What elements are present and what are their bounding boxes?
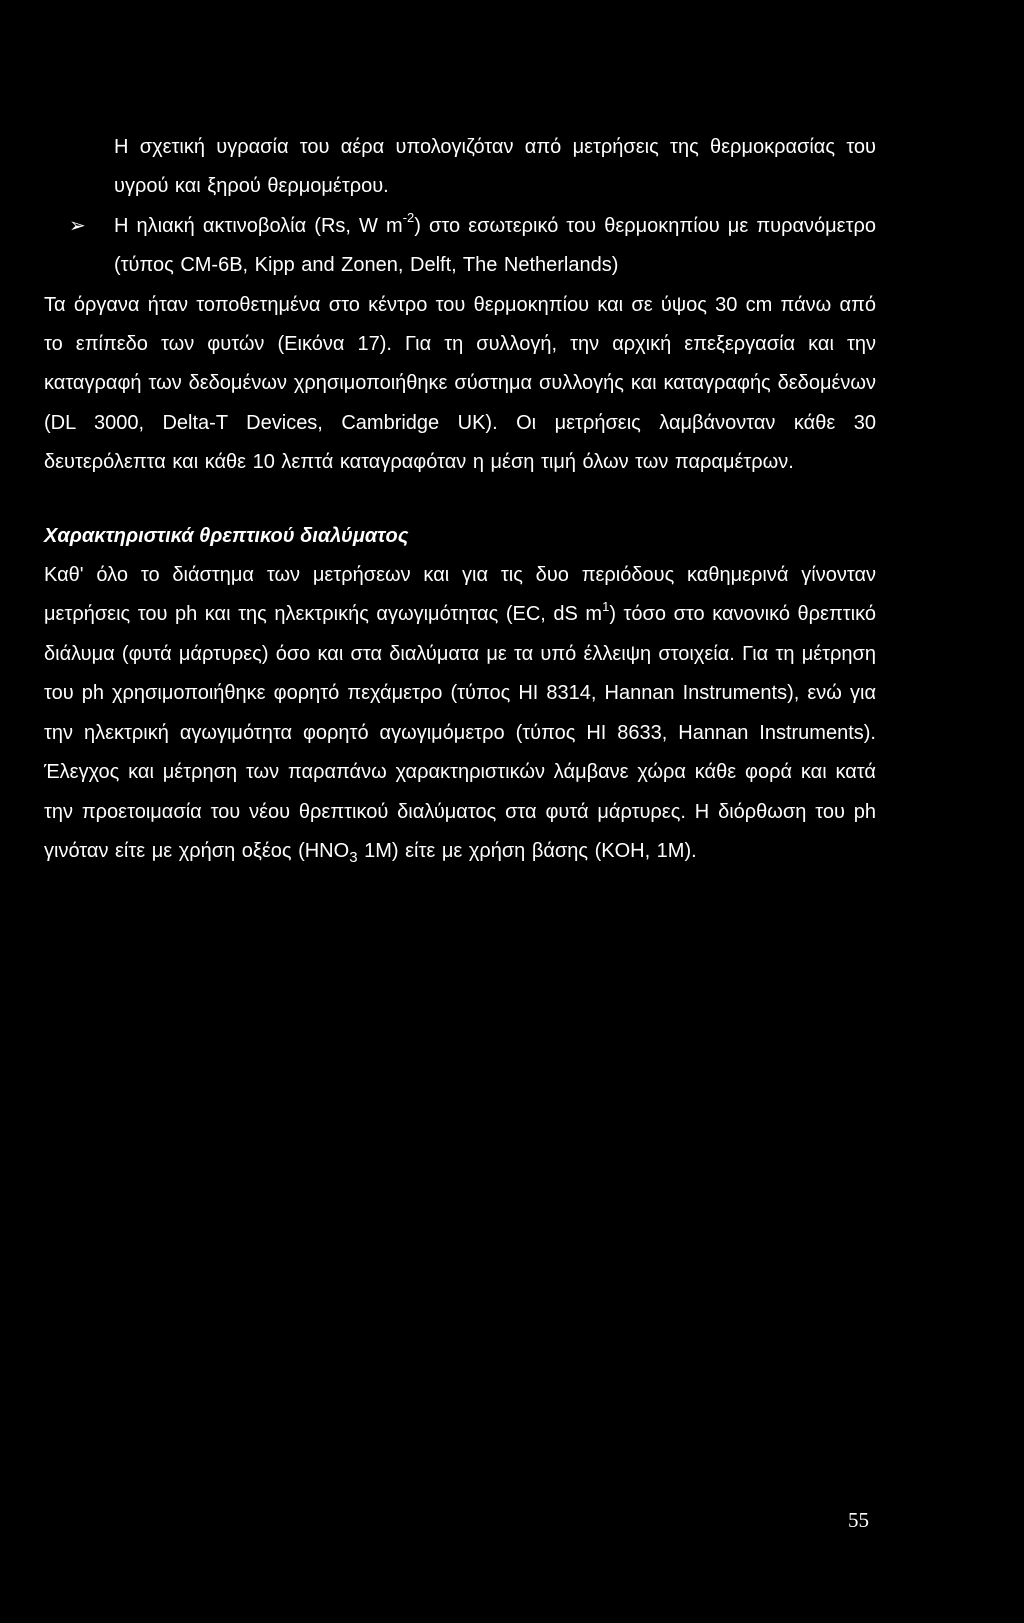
- bullet-text-start: Η ηλιακή ακτινοβολία (Rs, W m: [114, 214, 403, 237]
- nutrient-subscript: 3: [349, 848, 358, 866]
- instruments-paragraph: [44, 286, 876, 483]
- arrow-bullet-icon: ➢: [69, 214, 86, 237]
- nutrient-text-middle: ) τόσο στο κανονικό θρεπτικό διάλυμα (φυτά μάρτυρες) όσο και στα διαλύματα με τα υπό έλλειψη στοιχεία. Για τη μέτρηση του ph χρησιμοποιήθηκε φορητό πεχάμετρο (τύπος HI 8314, Hannan Instruments), ενώ για την ηλεκτρική αγωγιμότητα φορητό αγωγιμόμετρο (τύπος HI 8633, Hannan Instruments). Έλεγχος και μέτρηση των παραπάνω χαρακτηριστικών λάμβανε χώρα κάθε φορά και κατά την προετοιμασία του νέου θρεπτικού διαλύματος στα φυτά μάρτυρες. Η διόρθωση του ph γινόταν είτε με χρήση οξέος (HNO: [44, 603, 876, 862]
- bullet-text-end: ) στο εσωτερικό του θερμοκηπίου με πυρανόμετρο (τύπος CM-6B, Kipp and Zonen, Delft, The Netherlands): [114, 214, 876, 277]
- nutrient-superscript: 1: [602, 598, 610, 614]
- document-body: [44, 128, 876, 871]
- bullet-superscript: -2: [402, 210, 415, 226]
- nutrient-text-start: Καθ' όλο το διάστημα των μετρήσεων και για τις δυο περιόδους καθημερινά γίνονταν μετρήσεις του ph και της ηλεκτρικής αγωγιμότητας (EC, dS m: [44, 564, 876, 626]
- instruments-text: Τα όργανα ήταν τοποθετημένα στο κέντρο του θερμοκηπίου και σε ύψος 30 cm πάνω από το επίπεδο των φυτών (Εικόνα 17). Για τη συλλογή, την αρχική επεξεργασία και την καταγραφή των δεδομένων χρησιμοποιήθηκε σύστημα συλλογής και καταγραφής δεδομένων (DL 3000, Delta-T Devices, Cambridge UK). Οι μετρήσεις λαμβάνονταν κάθε 30 δευτερόλεπτα και κάθε 10 λεπτά καταγραφόταν η μέση τιμή όλων των παραμέτρων.: [44, 293, 876, 474]
- page-number: 55: [848, 1508, 869, 1532]
- section-heading: Χαρακτηριστικά θρεπτικού διαλύματος: [44, 524, 409, 547]
- nutrient-text-end: 1M) είτε με χρήση βάσης (KOH, 1M).: [357, 839, 697, 862]
- nutrient-solution-paragraph: [44, 556, 876, 871]
- intro-text: Η σχετική υγρασία του αέρα υπολογιζόταν από μετρήσεις της θερμοκρασίας του υγρού και ξηρού θερμομέτρου.: [114, 136, 876, 198]
- bullet-item-solar-radiation: [44, 207, 876, 286]
- intro-paragraph: [44, 128, 876, 207]
